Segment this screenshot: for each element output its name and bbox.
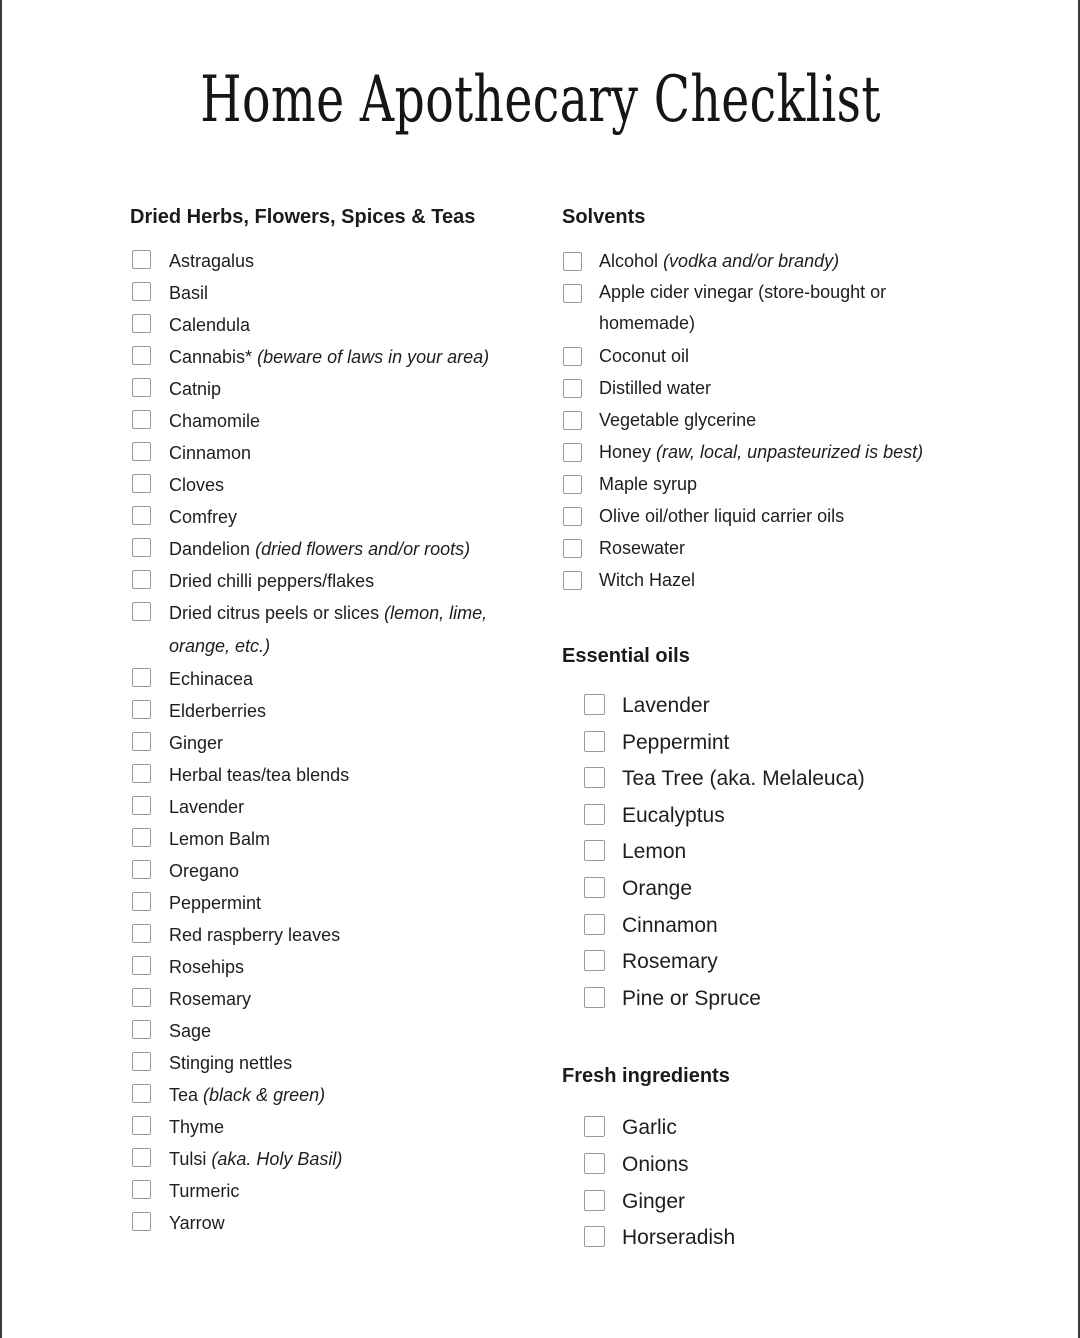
checkbox[interactable]: [132, 1052, 151, 1071]
item-text: [169, 341, 489, 373]
item-label: Elderberries: [169, 701, 267, 721]
checklist-item: [130, 695, 530, 727]
item-label: Olive oil/other liquid carrier oils: [599, 506, 845, 526]
item-text: [169, 951, 244, 983]
checklist-item: [130, 533, 530, 565]
section-heading-essential-oils: Essential oils: [562, 645, 690, 667]
item-text: [169, 533, 470, 565]
checklist-item: [562, 908, 982, 945]
checklist-item: [130, 1079, 530, 1111]
checklist-item: [562, 436, 982, 468]
checkbox[interactable]: [584, 914, 605, 935]
item-note: (black & green): [203, 1085, 326, 1105]
checklist-item: [130, 277, 530, 309]
fresh-ingredients-list: [562, 1110, 982, 1256]
item-label: Stinging nettles: [169, 1053, 293, 1073]
checkbox[interactable]: [563, 411, 582, 430]
item-text: [169, 1015, 211, 1047]
checklist-item: [130, 597, 530, 663]
checklist-item: [562, 372, 982, 404]
checkbox[interactable]: [563, 347, 582, 366]
checkbox[interactable]: [563, 539, 582, 558]
checkbox[interactable]: [132, 860, 151, 879]
checklist-item: [562, 725, 982, 762]
section-heading-dried-herbs: Dried Herbs, Flowers, Spices & Teas: [130, 206, 476, 228]
checklist-item: [130, 405, 530, 437]
item-text: [599, 404, 756, 436]
checkbox[interactable]: [584, 1226, 605, 1247]
checkbox[interactable]: [132, 892, 151, 911]
item-text: [169, 309, 250, 341]
checkbox[interactable]: [132, 828, 151, 847]
essential-oils-list: [562, 688, 982, 1017]
checkbox[interactable]: [563, 475, 582, 494]
checkbox[interactable]: [132, 1020, 151, 1039]
item-text: [169, 791, 244, 823]
item-label: Sage: [169, 1021, 212, 1041]
item-text: [622, 1184, 685, 1220]
item-text: [599, 532, 685, 564]
section-solvents: [562, 203, 982, 596]
item-label: Lemon Balm: [169, 829, 271, 849]
item-label: Peppermint: [169, 893, 262, 913]
item-text: [599, 436, 923, 468]
checklist-item: [562, 500, 982, 532]
item-label: Ginger: [622, 1189, 686, 1213]
item-label: Oregano: [169, 861, 240, 881]
checklist-item: [562, 1184, 982, 1221]
item-text: [169, 597, 530, 663]
item-text: [169, 501, 237, 533]
item-text: [169, 855, 239, 887]
checkbox[interactable]: [132, 1180, 151, 1199]
item-text: [599, 468, 697, 500]
item-text: [169, 1143, 342, 1175]
checklist-item: [130, 983, 530, 1015]
item-label: Ginger: [169, 733, 224, 753]
section-heading-solvents: Solvents: [562, 206, 646, 228]
item-text: [169, 1079, 325, 1111]
checkbox[interactable]: [132, 1148, 151, 1167]
checklist-item: [130, 341, 530, 373]
checklist-item: [562, 981, 982, 1018]
checklist-item: [562, 798, 982, 835]
solvents-list: [562, 245, 982, 596]
item-text: [599, 372, 711, 404]
checkbox[interactable]: [584, 694, 605, 715]
checklist-item: [130, 309, 530, 341]
checklist-item: [562, 688, 982, 725]
item-text: [169, 919, 340, 951]
checklist-item: [562, 944, 982, 981]
item-label: Cannabis*: [169, 347, 253, 367]
checklist-item: [562, 277, 982, 340]
item-label: Apple cider vinegar (store-bought or homemade): [599, 282, 887, 333]
checkbox[interactable]: [584, 1153, 605, 1174]
checkbox[interactable]: [584, 731, 605, 752]
item-label: Cinnamon: [622, 913, 718, 937]
item-note: (dried flowers and/or roots): [255, 539, 471, 559]
item-label: Horseradish: [622, 1226, 736, 1250]
item-label: Yarrow: [169, 1213, 225, 1233]
item-text: [599, 245, 839, 277]
checklist-item: [130, 951, 530, 983]
checkbox[interactable]: [584, 840, 605, 861]
item-label: Catnip: [169, 379, 222, 399]
checkbox[interactable]: [132, 474, 151, 493]
item-label: Coconut oil: [599, 346, 690, 366]
checklist-item: [130, 501, 530, 533]
item-text: [599, 340, 689, 372]
item-text: [169, 437, 251, 469]
checklist-item: [130, 791, 530, 823]
checklist-item: [562, 871, 982, 908]
item-label: Lavender: [169, 797, 245, 817]
section-heading-fresh-ingredients: Fresh ingredients: [562, 1065, 730, 1088]
item-label: Turmeric: [169, 1181, 240, 1201]
item-label: Lavender: [622, 694, 710, 717]
item-text: [599, 564, 695, 596]
checkbox[interactable]: [132, 442, 151, 461]
item-label: Rosemary: [622, 950, 718, 974]
item-text: [622, 688, 710, 724]
checkbox[interactable]: [132, 282, 151, 301]
checklist-item: [130, 565, 530, 597]
checklist-item: [562, 761, 982, 798]
checkbox[interactable]: [132, 378, 151, 397]
item-label: Dandelion: [169, 539, 251, 559]
checklist-item: [130, 469, 530, 501]
checkbox[interactable]: [132, 570, 151, 589]
checkbox[interactable]: [132, 796, 151, 815]
item-text: [622, 1220, 735, 1256]
section-dried-herbs: [130, 203, 530, 1239]
checkbox[interactable]: [132, 506, 151, 525]
checkbox[interactable]: [563, 443, 582, 462]
checklist-item: [562, 404, 982, 436]
item-label: Eucalyptus: [622, 803, 725, 827]
item-label: Cloves: [169, 475, 225, 495]
item-text: [169, 405, 260, 437]
checkbox[interactable]: [132, 700, 151, 719]
item-label: Pine or Spruce: [622, 986, 761, 1010]
item-label: Honey: [599, 442, 652, 462]
section-fresh-ingredients: [562, 1062, 982, 1256]
item-text: [622, 725, 729, 761]
item-text: [599, 277, 982, 339]
checklist-item: [130, 437, 530, 469]
checklist-item: [562, 340, 982, 372]
item-label: Peppermint: [622, 730, 730, 754]
left-column: [130, 203, 530, 1239]
checklist-item: [130, 1143, 530, 1175]
item-label: Calendula: [169, 315, 251, 335]
checkbox[interactable]: [563, 284, 582, 303]
checkbox[interactable]: [132, 250, 151, 269]
item-text: [622, 908, 718, 944]
item-label: Basil: [169, 283, 209, 303]
checklist-item: [130, 1015, 530, 1047]
checklist-item: [562, 1147, 982, 1184]
checkbox[interactable]: [132, 346, 151, 365]
checklist-item: [562, 834, 982, 871]
item-label: Echinacea: [169, 669, 254, 689]
item-text: [622, 871, 692, 907]
item-note: (beware of laws in your area): [257, 347, 490, 367]
item-label: Tea: [169, 1085, 199, 1105]
checklist-item: [130, 1175, 530, 1207]
item-label: Garlic: [622, 1116, 677, 1140]
checkbox[interactable]: [584, 767, 605, 788]
checkbox[interactable]: [132, 1116, 151, 1135]
item-text: [622, 834, 686, 870]
checklist-item: [562, 468, 982, 500]
checkbox[interactable]: [563, 252, 582, 271]
checklist-item: [130, 1047, 530, 1079]
item-text: [169, 663, 253, 695]
checkbox[interactable]: [132, 538, 151, 557]
checklist-item: [562, 532, 982, 564]
checkbox[interactable]: [132, 1212, 151, 1231]
checklist-item: [130, 727, 530, 759]
item-text: [169, 565, 374, 597]
item-text: [622, 798, 725, 834]
checkbox[interactable]: [132, 314, 151, 333]
item-label: Comfrey: [169, 507, 238, 527]
item-text: [169, 1207, 225, 1239]
item-note: (vodka and/or brandy): [663, 251, 840, 271]
item-text: [169, 1175, 239, 1207]
checklist-item: [130, 1111, 530, 1143]
item-text: [622, 981, 761, 1017]
item-text: [169, 277, 208, 309]
item-text: [169, 759, 349, 791]
checkbox[interactable]: [584, 804, 605, 825]
item-text: [169, 1047, 292, 1079]
checklist-item: [130, 663, 530, 695]
checkbox[interactable]: [132, 764, 151, 783]
item-label: Lemon: [622, 840, 687, 864]
checkbox[interactable]: [132, 1084, 151, 1103]
checkbox[interactable]: [584, 877, 605, 898]
checklist-item: [130, 887, 530, 919]
item-text: [622, 761, 865, 797]
item-text: [169, 983, 251, 1015]
item-label: Witch Hazel: [599, 570, 696, 590]
item-text: [622, 944, 718, 980]
item-label: Tulsi: [169, 1149, 207, 1169]
item-text: [622, 1110, 677, 1146]
item-label: Dried citrus peels or slices: [169, 603, 380, 623]
item-label: Rosewater: [599, 538, 686, 558]
dried-herbs-list: [130, 245, 530, 1239]
checklist-item: [562, 564, 982, 596]
item-text: [169, 823, 270, 855]
checklist-item: [130, 855, 530, 887]
checklist-item: [130, 919, 530, 951]
checkbox[interactable]: [563, 507, 582, 526]
item-text: [169, 727, 223, 759]
checkbox[interactable]: [132, 732, 151, 751]
item-label: Orange: [622, 876, 693, 900]
checklist-item: [130, 245, 530, 277]
item-label: Cinnamon: [169, 443, 252, 463]
item-label: Dried chilli peppers/flakes: [169, 571, 375, 591]
item-note: (raw, local, unpasteurized is best): [656, 442, 924, 462]
item-label: Thyme: [169, 1117, 225, 1137]
checkbox[interactable]: [563, 571, 582, 590]
page-title: Home Apothecary Checklist: [200, 63, 881, 137]
checklist-item: [130, 759, 530, 791]
section-essential-oils: [562, 642, 982, 1017]
item-label: Rosemary: [169, 989, 252, 1009]
checkbox[interactable]: [563, 379, 582, 398]
checklist-item: [562, 1220, 982, 1257]
item-note: (aka. Holy Basil): [211, 1149, 343, 1169]
item-text: [169, 469, 224, 501]
checkbox[interactable]: [132, 924, 151, 943]
item-label: Onions: [622, 1152, 689, 1176]
item-text: [169, 695, 266, 727]
item-label: Distilled water: [599, 378, 712, 398]
item-label: Astragalus: [169, 251, 255, 271]
checklist-item: [130, 373, 530, 405]
item-label: Alcohol: [599, 251, 659, 271]
item-label: Rosehips: [169, 957, 245, 977]
checkbox[interactable]: [132, 602, 151, 621]
checkbox[interactable]: [132, 668, 151, 687]
checkbox[interactable]: [132, 410, 151, 429]
checkbox[interactable]: [584, 1190, 605, 1211]
item-label: Red raspberry leaves: [169, 925, 341, 945]
checkbox[interactable]: [584, 1116, 605, 1137]
checkbox[interactable]: [132, 988, 151, 1007]
checkbox[interactable]: [584, 987, 605, 1008]
item-text: [169, 373, 221, 405]
right-column: [562, 203, 982, 1257]
item-label: Chamomile: [169, 411, 261, 431]
item-label: Herbal teas/tea blends: [169, 765, 350, 785]
checkbox[interactable]: [584, 950, 605, 971]
checklist-item: [130, 1207, 530, 1239]
item-text: [169, 887, 261, 919]
item-text: [622, 1147, 689, 1183]
item-text: [169, 245, 254, 277]
item-label: Vegetable glycerine: [599, 410, 757, 430]
checklist-item: [130, 823, 530, 855]
item-note: (lemon, lime, orange, etc.): [169, 603, 488, 656]
checkbox[interactable]: [132, 956, 151, 975]
item-text: [169, 1111, 224, 1143]
item-text: [599, 500, 844, 532]
checklist-item: [562, 245, 982, 277]
item-label: Tea Tree (aka. Melaleuca): [622, 767, 865, 791]
checklist-item: [562, 1110, 982, 1147]
item-label: Maple syrup: [599, 474, 698, 494]
